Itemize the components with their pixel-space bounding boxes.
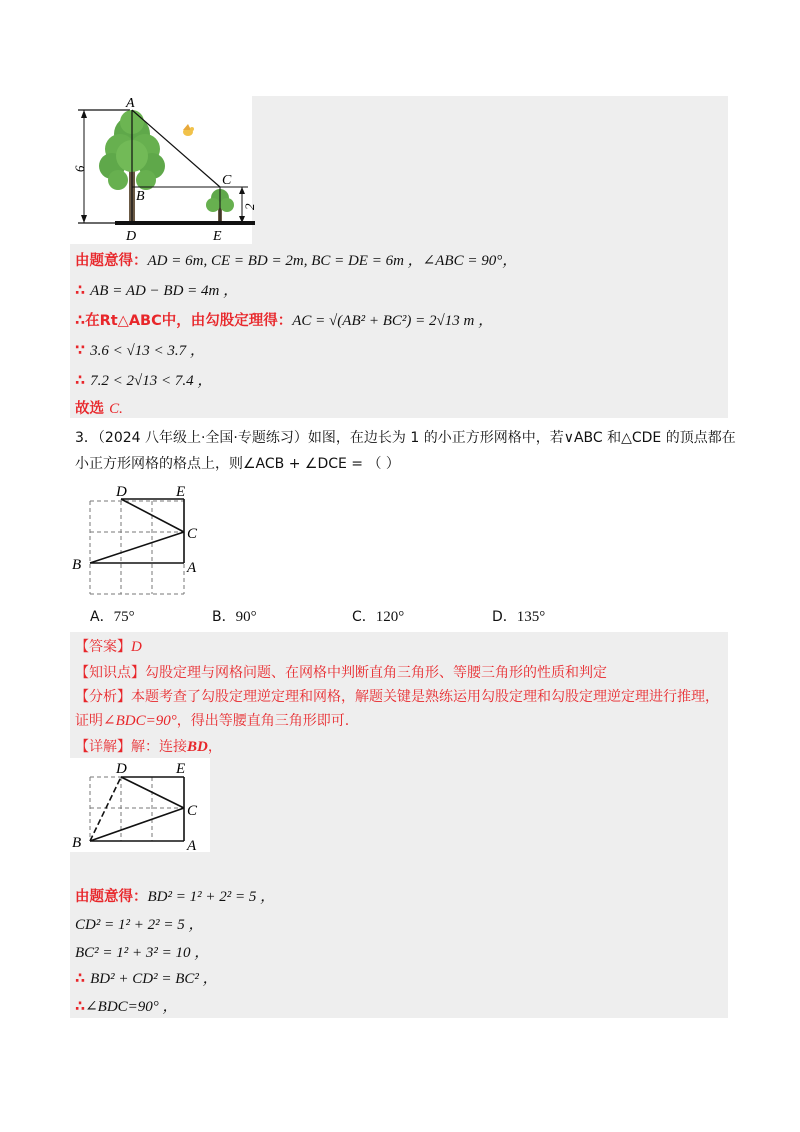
label-D: D: [126, 229, 137, 244]
solution2-line-4: ∴ BD² + CD² = BC² ，: [75, 971, 218, 987]
d-label-A: A: [187, 838, 197, 854]
question3-line-1: 3．（2024 八年级上·全国·专题练习）如图，在边长为 1 的小正方形网格中，若∨ABC 和△CDE 的顶点都在: [75, 430, 736, 446]
label-A: A: [126, 96, 135, 111]
option-C[interactable]: C．120°: [352, 609, 405, 625]
knowledge-line: 【知识点】勾股定理与网格问题、在网格中判断直角三角形、等腰三角形的性质和判定: [75, 665, 607, 681]
solution1-line-2: ∴ AB = AD − BD = 4m ，: [75, 283, 239, 299]
solution1-line-3: ∴在Rt△ABC中，由勾股定理得：AC = √(AB² + BC²) = 2√13 m ，: [75, 313, 494, 329]
label-C: C: [222, 173, 232, 188]
q-label-C: C: [187, 526, 198, 542]
solution2-line-5: ∴∠BDC=90° ，: [75, 999, 178, 1015]
label-E: E: [213, 229, 222, 244]
solution1-line-4: ∵ 3.6 < √13 < 3.7 ，: [75, 343, 205, 359]
option-A[interactable]: A．75°: [90, 609, 135, 625]
grid-figure-detail: [66, 756, 216, 856]
q-label-D: D: [116, 484, 127, 500]
solution1-line-1: 由题意得：AD = 6m, CE = BD = 2m, BC = DE = 6m ，∠ABC = 90°，: [75, 253, 518, 269]
label-6: 6: [72, 165, 87, 172]
answer-line: 【答案】D: [75, 639, 142, 655]
d-label-D: D: [116, 761, 127, 777]
d-label-E: E: [176, 761, 186, 777]
d-label-C: C: [187, 803, 198, 819]
label-B: B: [136, 189, 145, 204]
bird-icon: [183, 124, 194, 136]
solution2-line-1: 由题意得：BD² = 1² + 2² = 5 ，: [75, 889, 276, 905]
q-label-A: A: [187, 560, 197, 576]
option-B[interactable]: B．90°: [212, 609, 257, 625]
solution1-line-5: ∴ 7.2 < 2√13 < 7.4 ，: [75, 373, 213, 389]
grid-figure-question: [66, 480, 216, 600]
tree-figure: [70, 94, 260, 244]
analysis-line-2: 证明∠BDC=90°，得出等腰直角三角形即可.: [75, 713, 350, 729]
question3-line-2: 小正方形网格的格点上，则∠ACB + ∠DCE = （ ）: [75, 456, 400, 472]
solution2-line-2: CD² = 1² + 2² = 5 ，: [75, 917, 204, 933]
solution1-line-6: 故选 C.: [75, 401, 123, 417]
detail-line: 【详解】解：连接BD，: [75, 739, 222, 755]
label-2: 2: [242, 203, 257, 210]
analysis-line-1: 【分析】本题考查了勾股定理逆定理和网格，解题关键是熟练运用勾股定理和勾股定理逆定理进行推理，: [75, 689, 719, 705]
option-D[interactable]: D．135°: [492, 609, 546, 625]
d-label-B: B: [72, 835, 82, 851]
q-label-B: B: [72, 557, 82, 573]
solution2-line-3: BC² = 1² + 3² = 10 ，: [75, 945, 210, 961]
q-label-E: E: [176, 484, 186, 500]
